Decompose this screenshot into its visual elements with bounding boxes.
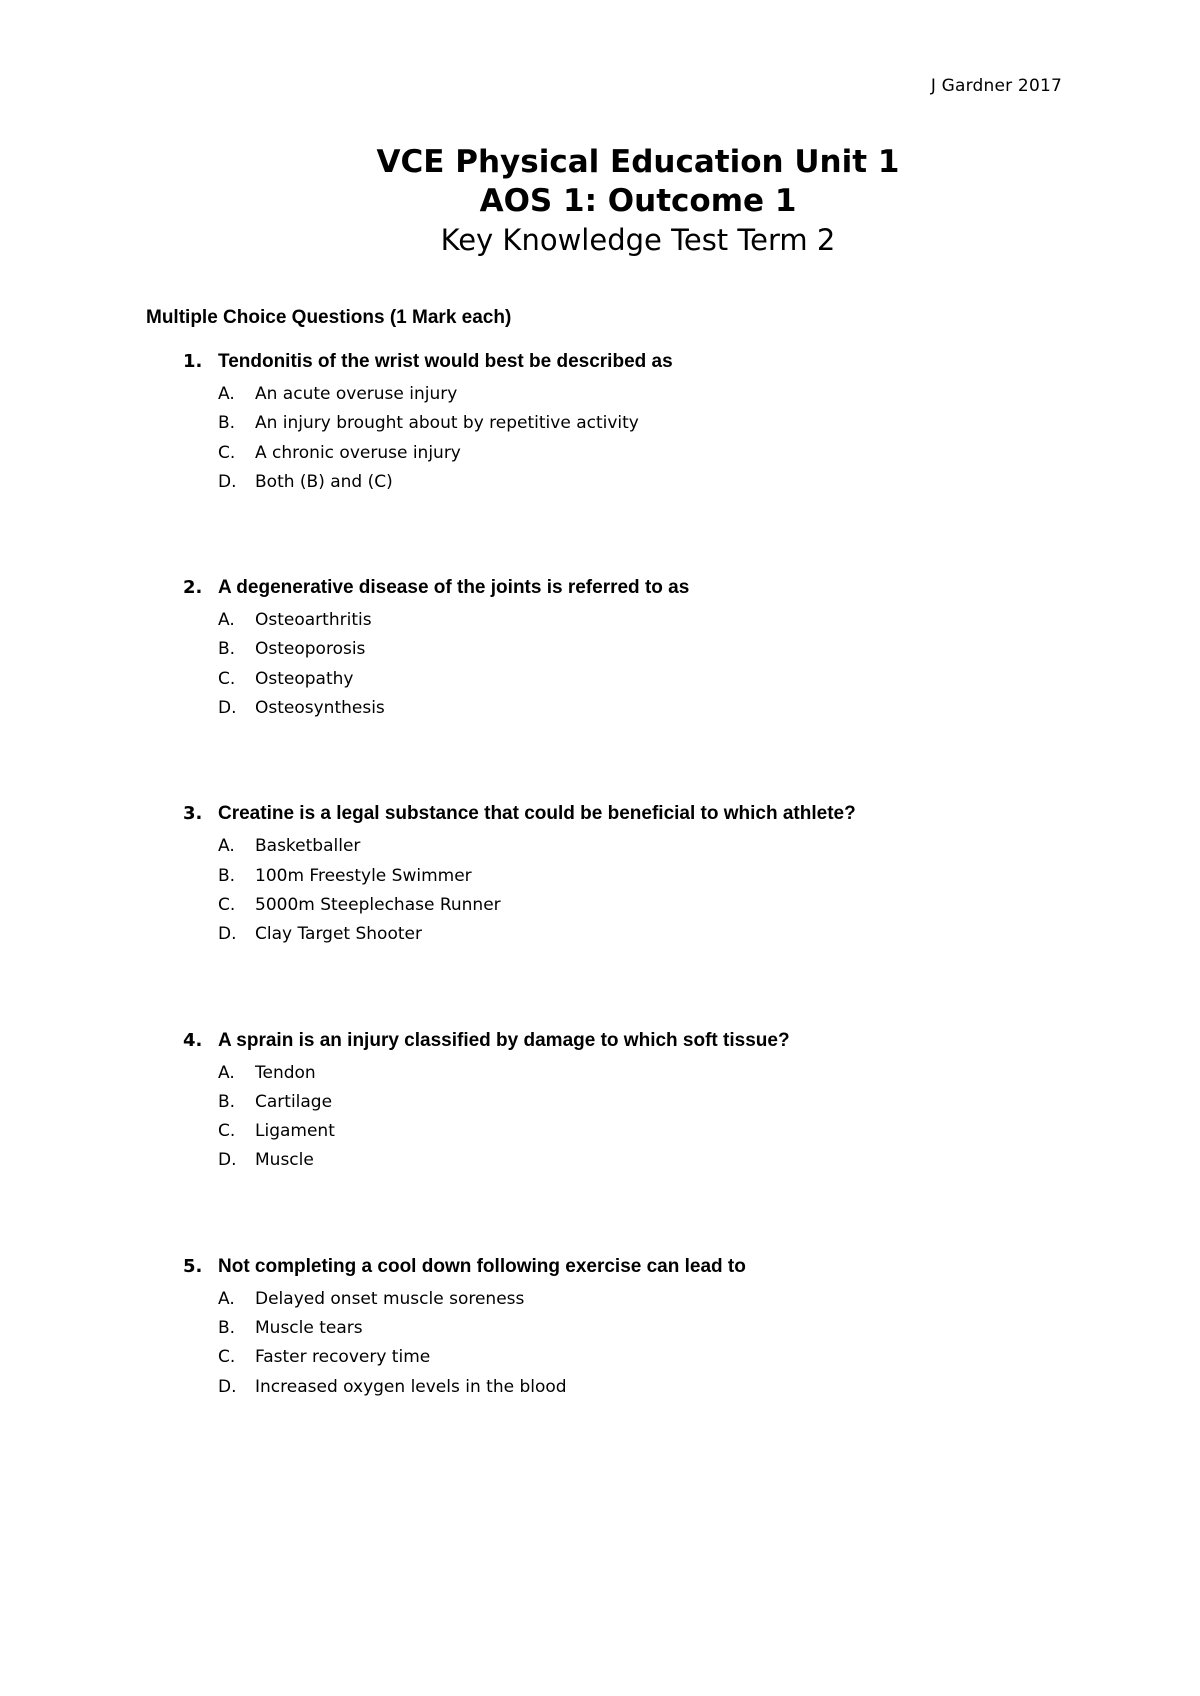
option-item — [0, 471, 1200, 500]
option-text: Muscle tears — [255, 1318, 363, 1339]
question-text: Tendonitis of the wrist would best be described as — [218, 351, 673, 372]
option-text: Osteoporosis — [255, 639, 366, 660]
question-number: 4. — [183, 1029, 203, 1051]
option-item — [0, 697, 1200, 726]
option-letter: B. — [218, 865, 236, 886]
option-letter: C. — [218, 1121, 236, 1142]
option-text: Tendon — [255, 1062, 316, 1083]
option-item — [0, 835, 1200, 864]
option-letter: A. — [218, 1062, 235, 1083]
option-list — [0, 609, 1200, 726]
question-number: 2. — [183, 577, 203, 599]
question-item — [0, 576, 1200, 726]
question-text: Creatine is a legal substance that could be beneficial to which athlete? — [218, 803, 856, 825]
option-list — [0, 383, 1200, 500]
option-item — [0, 1317, 1200, 1346]
option-item — [0, 668, 1200, 697]
option-letter: B. — [218, 1318, 236, 1339]
option-item — [0, 1062, 1200, 1091]
option-letter: C. — [218, 668, 236, 689]
page-title: VCE Physical Education Unit 1 — [376, 144, 900, 180]
option-item — [0, 1346, 1200, 1375]
option-text: Osteopathy — [255, 668, 354, 689]
author-header: J Gardner 2017 — [930, 76, 1062, 96]
option-letter: B. — [218, 413, 236, 434]
option-text: Delayed onset muscle soreness — [255, 1288, 525, 1309]
question-item — [0, 350, 1200, 500]
option-text: Osteoarthritis — [255, 610, 372, 631]
option-text: Clay Target Shooter — [255, 924, 422, 945]
question-row — [0, 802, 1200, 835]
option-item — [0, 412, 1200, 441]
question-number: 3. — [183, 803, 203, 825]
option-item — [0, 1120, 1200, 1149]
option-item — [0, 1149, 1200, 1178]
question-row — [0, 1255, 1200, 1288]
option-item — [0, 923, 1200, 952]
option-text: 5000m Steeplechase Runner — [255, 894, 501, 915]
option-text: Ligament — [255, 1121, 335, 1142]
option-item — [0, 383, 1200, 412]
option-letter: D. — [218, 698, 237, 719]
option-list — [0, 1288, 1200, 1405]
option-text: Both (B) and (C) — [255, 471, 393, 492]
option-letter: D. — [218, 1150, 237, 1171]
option-text: Osteosynthesis — [255, 698, 385, 719]
option-item — [0, 1376, 1200, 1405]
option-list — [0, 835, 1200, 952]
title-block — [0, 143, 1200, 260]
question-item — [0, 1255, 1200, 1405]
option-letter: D. — [218, 1376, 237, 1397]
option-text: Increased oxygen levels in the blood — [255, 1376, 567, 1397]
option-letter: A. — [218, 1288, 235, 1309]
option-list — [0, 1062, 1200, 1179]
option-letter: A. — [218, 610, 235, 631]
option-text: An acute overuse injury — [255, 384, 458, 404]
option-letter: D. — [218, 924, 237, 945]
option-item — [0, 865, 1200, 894]
option-letter: A. — [218, 384, 235, 404]
option-item — [0, 1091, 1200, 1120]
option-letter: A. — [218, 836, 235, 857]
question-item — [0, 802, 1200, 952]
option-letter: B. — [218, 639, 236, 660]
option-item — [0, 638, 1200, 667]
option-text: An injury brought about by repetitive activity — [255, 413, 639, 434]
option-item — [0, 609, 1200, 638]
option-text: 100m Freestyle Swimmer — [255, 865, 472, 886]
question-text: A sprain is an injury classified by damage to which soft tissue? — [218, 1029, 790, 1051]
test-name: Key Knowledge Test Term 2 — [440, 223, 836, 257]
option-item — [0, 1288, 1200, 1317]
question-number: 1. — [183, 351, 203, 372]
section-heading: Multiple Choice Questions (1 Mark each) — [146, 307, 512, 328]
question-text: Not completing a cool down following exercise can lead to — [218, 1255, 746, 1277]
option-letter: C. — [218, 894, 236, 915]
question-list — [0, 350, 1200, 1405]
question-row — [0, 350, 1200, 383]
option-item — [0, 894, 1200, 923]
option-text: Muscle — [255, 1150, 314, 1171]
option-text: Faster recovery time — [255, 1347, 431, 1368]
question-text: A degenerative disease of the joints is referred to as — [218, 577, 690, 599]
option-item — [0, 442, 1200, 471]
question-row — [0, 1029, 1200, 1062]
question-row — [0, 576, 1200, 609]
question-number: 5. — [183, 1255, 203, 1277]
option-text: A chronic overuse injury — [255, 442, 461, 463]
option-letter: B. — [218, 1091, 236, 1112]
question-item — [0, 1029, 1200, 1179]
option-text: Cartilage — [255, 1091, 333, 1112]
option-letter: C. — [218, 442, 236, 463]
page-subtitle: AOS 1: Outcome 1 — [479, 183, 797, 219]
option-letter: D. — [218, 471, 237, 492]
option-text: Basketballer — [255, 836, 361, 857]
option-letter: C. — [218, 1347, 236, 1368]
